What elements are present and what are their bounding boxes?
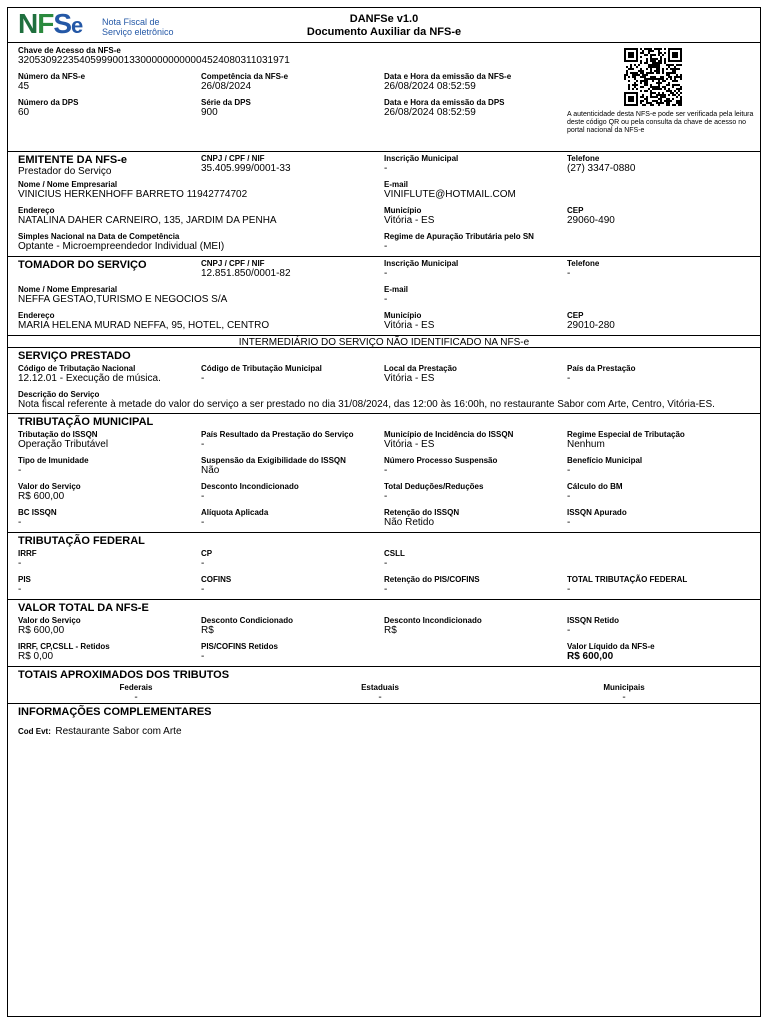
pis: PIS - (18, 575, 31, 595)
tomador-cnpj: CNPJ / CPF / NIF 12.851.850/0001-82 (201, 259, 291, 279)
tomador-nome: Nome / Nome Empresarial NEFFA GESTAO,TURISMO E NEGOCIOS S/A (18, 285, 228, 305)
title-line-1: DANFSe v1.0 (349, 13, 419, 25)
cofins: COFINS - (201, 575, 232, 595)
calculo-bm: Cálculo do BM - (567, 482, 623, 502)
servico-title: SERVIÇO PRESTADO (18, 350, 131, 362)
suspensao-exigibilidade: Suspensão da Exigibilidade do ISSQN Não (201, 456, 346, 476)
totais-federais: Federais - (119, 683, 153, 703)
emitente-municipio: Município Vitória - ES (384, 206, 435, 226)
tomador-telefone: Telefone - (567, 259, 600, 279)
emitente-cep: CEP 29060-490 (567, 206, 615, 226)
nfse-logo-subtitle: Nota Fiscal de Serviço eletrônico (102, 17, 174, 37)
cod-tributacao-municipal: Código de Tributação Municipal - (201, 364, 322, 384)
tomador-cep: CEP 29010-280 (567, 311, 615, 331)
qr-note: A autenticidade desta NFS-e pode ser verificada pela leitura deste código QR ou pela consulta da chave de acesso no portal nacional da NFS-e (567, 111, 754, 134)
emitente-cnpj: CNPJ / CPF / NIF 35.405.999/0001-33 (201, 154, 291, 174)
aliquota-aplicada: Alíquota Aplicada - (201, 508, 269, 528)
valor-total-title: VALOR TOTAL DA NFS-E (18, 602, 149, 614)
qr-code-icon[interactable] (624, 48, 682, 106)
retencao-issqn: Retenção do ISSQN Não Retido (384, 508, 460, 528)
tributacao-issqn: Tributação do ISSQN Operação Tributável (18, 430, 109, 450)
valor-liquido: Valor Líquido da NFS-e R$ 600,00 (567, 642, 655, 662)
tomador-title: TOMADOR DO SERVIÇO (18, 259, 147, 271)
issqn-apurado: ISSQN Apurado - (567, 508, 627, 528)
tomador-section (8, 256, 760, 335)
trib-federal-section (8, 532, 760, 599)
emitente-section (8, 151, 760, 256)
numero-dps: Número da DPS 60 (18, 98, 79, 118)
emitente-endereco: Endereço NATALINA DAHER CARNEIRO, 135, JARDIM DA PENHA (18, 206, 277, 226)
csll: CSLL - (384, 549, 405, 569)
emitente-simples: Simples Nacional na Data de Competência Optante - Microempreendedor Individual (MEI) (18, 232, 225, 252)
irrf: IRRF - (18, 549, 37, 569)
desconto-condicionado: Desconto Condicionado R$ (201, 616, 293, 636)
totais-aproximados-section (8, 666, 760, 703)
valor-servico-municipal: Valor do Serviço R$ 600,00 (18, 482, 81, 502)
serie-dps: Série da DPS 900 (201, 98, 251, 118)
regime-especial: Regime Especial de Tributação Nenhum (567, 430, 685, 450)
tomador-inscricao: Inscrição Municipal - (384, 259, 459, 279)
desconto-incondicionado-total: Desconto Incondicionado R$ (384, 616, 482, 636)
cod-tributacao-nacional: Código de Tributação Nacional 12.12.01 - Execução de música. (18, 364, 161, 384)
total-deducoes: Total Deduções/Reduções - (384, 482, 484, 502)
emitente-email: E-mail VINIFLUTE@HOTMAIL.COM (384, 180, 516, 200)
tomador-email: E-mail - (384, 285, 409, 305)
trib-federal-title: TRIBUTAÇÃO FEDERAL (18, 535, 145, 547)
local-prestacao: Local da Prestação Vitória - ES (384, 364, 457, 384)
totais-estaduais: Estaduais - (361, 683, 399, 703)
servico-section (8, 348, 760, 413)
valor-servico-total: Valor do Serviço R$ 600,00 (18, 616, 81, 636)
totais-municipais: Municipais - (603, 683, 645, 703)
title-line-2: Documento Auxiliar da NFS-e (306, 26, 462, 38)
identification-section (8, 43, 760, 151)
emitente-title: EMITENTE DA NFS-e Prestador do Serviço (18, 154, 127, 177)
emitente-regime: Regime de Apuração Tributária pelo SN - (384, 232, 534, 252)
issqn-retido: ISSQN Retido - (567, 616, 620, 636)
danfse-document (7, 7, 761, 1017)
competencia-nfse: Competência da NFS-e 26/08/2024 (201, 72, 289, 92)
desconto-incondicionado-municipal: Desconto Incondicionado - (201, 482, 299, 502)
info-title: INFORMAÇÕES COMPLEMENTARES (18, 706, 212, 718)
retencao-pis-cofins: Retenção do PIS/COFINS - (384, 575, 480, 595)
trib-municipal-section (8, 413, 760, 532)
chave-acesso: Chave de Acesso da NFS-e 32053092235405999001330000000000045240803110319​71 (18, 46, 290, 66)
numero-nfse: Número da NFS-e 45 (18, 72, 86, 92)
tomador-municipio: Município Vitória - ES (384, 311, 435, 331)
irrf-cp-csll-retidos: IRRF, CP,CSLL - Retidos R$ 0,00 (18, 642, 110, 662)
nfse-logo-word: NFSe (18, 8, 83, 39)
pis-cofins-retidos: PIS/COFINS Retidos - (201, 642, 278, 662)
numero-processo: Número Processo Suspensão - (384, 456, 498, 476)
data-emissao-nfse: Data e Hora da emissão da NFS-e 26/08/2024 08:52:59 (384, 72, 512, 92)
pais-prestacao: País da Prestação - (567, 364, 636, 384)
intermediario-notice: INTERMEDIÁRIO DO SERVIÇO NÃO IDENTIFICADO NA NFS-e (8, 335, 760, 348)
cod-evt: Cod Evt: Restaurante Sabor com Arte (18, 726, 182, 737)
valor-total-section (8, 599, 760, 666)
totais-aproximados-title: TOTAIS APROXIMADOS DOS TRIBUTOS (18, 669, 230, 681)
info-complementares-section (8, 703, 760, 736)
emitente-nome: Nome / Nome Empresarial VINICIUS HERKENHOFF BARRETO 11942774702 (18, 180, 248, 200)
data-emissao-dps: Data e Hora da emissão da DPS 26/08/2024 08:52:59 (384, 98, 505, 118)
beneficio-municipal: Benefício Municipal - (567, 456, 643, 476)
total-tributacao-federal: TOTAL TRIBUTAÇÃO FEDERAL - (567, 575, 688, 595)
document-title (8, 13, 760, 39)
descricao-servico: Descrição do Serviço Nota fiscal referente à metade do valor do serviço a ser prestado no dia 31/08/2024, das 12:00 às 16:00h, no restaurante Sabor com Arte, Centro, Vitória-ES. (18, 390, 715, 410)
tipo-imunidade: Tipo de Imunidade - (18, 456, 89, 476)
trib-municipal-title: TRIBUTAÇÃO MUNICIPAL (18, 416, 154, 428)
bc-issqn: BC ISSQN - (18, 508, 57, 528)
emitente-inscricao: Inscrição Municipal - (384, 154, 459, 174)
document-header (8, 8, 760, 43)
tomador-endereco: Endereço MARIA HELENA MURAD NEFFA, 95, HOTEL, CENTRO (18, 311, 270, 331)
municipio-incidencia: Município de Incidência do ISSQN Vitória - ES (384, 430, 514, 450)
emitente-telefone: Telefone (27) 3347-0880 (567, 154, 636, 174)
pais-resultado: País Resultado da Prestação do Serviço - (201, 430, 354, 450)
cp: CP - (201, 549, 213, 569)
